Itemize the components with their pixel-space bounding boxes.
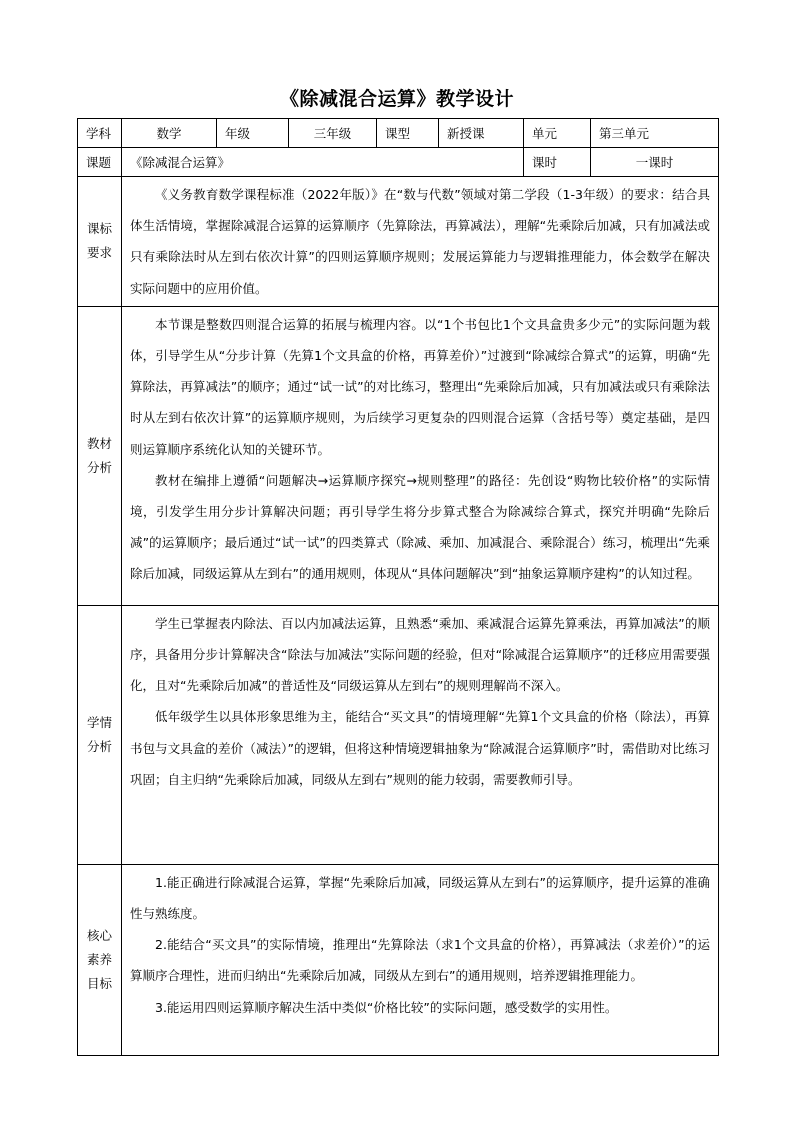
textbook-analysis-label: 教材 分析 — [78, 306, 122, 605]
unit-value: 第三单元 — [591, 119, 719, 148]
paragraph: 2.能结合“买文具”的实际情境，推理出“先算除法（求1个文具盒的价格），再算减法（求差价）”的运算顺序合理性，进而归纳出“先乘除后加减，同级从左到右”的通用规则，培养逻辑推理能力。 — [130, 937, 710, 984]
grade-label: 年级 — [217, 119, 289, 148]
curriculum-standard-row — [78, 177, 719, 307]
student-analysis-label: 学情 分析 — [78, 605, 122, 864]
paragraph: 3.能运用四则运算顺序解决生活中类似“价格比较”的实际问题，感受数学的实用性。 — [155, 999, 618, 1015]
curriculum-standard-label: 课标 要求 — [78, 177, 122, 307]
subject-label: 学科 — [78, 119, 122, 148]
topic-row — [78, 148, 719, 177]
textbook-analysis-row — [78, 306, 719, 605]
textbook-analysis-content — [122, 306, 719, 605]
paragraph: 低年级学生以具体形象思维为主，能结合“买文具”的情境理解“先算1个文具盒的价格（除法），再算书包与文具盒的差价（减法）”的逻辑，但将这种情境逻辑抽象为“除减混合运算顺序”时，需借助对比练习巩固；自主归纳“先乘除后加减，同级从左到右”规则的能力较弱，需要教师引导。 — [130, 709, 710, 787]
topic-label: 课题 — [78, 148, 122, 177]
paragraph: 教材在编排上遵循“问题解决→运算顺序探究→规则整理”的路径：先创设“购物比较价格”的实际情境，引发学生用分步计算解决问题；再引导学生将分步算式整合为除减综合算式，探究并明确“先除后减”的运算顺序；最后通过“试一试”的四类算式（除减、乘加、加减混合、乘除混合）练习，梳理出“先乘除后加减，同级运算从左到右”的通用规则，体现从“具体问题解决”到“抽象运算顺序建构”的认知过程。 — [130, 472, 710, 582]
lesson-plan-table — [77, 118, 719, 1056]
paragraph: 学生已掌握表内除法、百以内加减法运算，且熟悉“乘加、乘减混合运算先算乘法，再算加减法”的顺序，具备用分步计算解决含“除法与加减法”实际问题的经验，但对“除减混合运算顺序”的迁移应用需要强化，且对“先乘除后加减”的普适性及“同级运算从左到右”的规则理解尚不深入。 — [130, 615, 710, 694]
grade-value: 三年级 — [289, 119, 377, 148]
topic-value: 《除减混合运算》 — [122, 148, 524, 177]
header-row — [78, 119, 719, 148]
paragraph: 《义务教育数学课程标准（2022年版）》在“数与代数”领域对第二学段（1-3年级）的要求：结合具体生活情境，掌握除减混合运算的运算顺序（先算除法，再算减法），理解“先乘除后加减，只有加减法或只有乘除法时从左到右依次计算”的四则运算顺序规则；发展运算能力与逻辑推理能力，体会数学在解决实际问题中的应用价值。 — [130, 187, 710, 296]
core-literacy-goals-content — [122, 864, 719, 1055]
paragraph: 本节课是整数四则混合运算的拓展与梳理内容。以“1个书包比1个文具盒贵多少元”的实际问题为载体，引导学生从“分步计算（先算1个文具盒的价格，再算差价）”过渡到“除减综合算式”的运算，明确“先算除法，再算减法”的顺序；通过“试一试”的对比练习，整理出“先乘除后加减，只有加减法或只有乘除法时从左到右依次计算”的运算顺序规则，为后续学习更复杂的四则混合运算（含括号等）奠定基础，是四则运算顺序系统化认知的关键环节。 — [130, 316, 710, 457]
class-hours-label: 课时 — [524, 148, 591, 177]
core-literacy-goals-row — [78, 864, 719, 1055]
subject-value: 数学 — [122, 119, 217, 148]
lesson-type-label: 课型 — [377, 119, 439, 148]
core-literacy-goals-label: 核心 素养 目标 — [78, 864, 122, 1055]
page-title: 《除减混合运算》教学设计 — [279, 88, 514, 110]
unit-label: 单元 — [524, 119, 591, 148]
lesson-type-value: 新授课 — [439, 119, 524, 148]
paragraph: 1.能正确进行除减混合运算，掌握“先乘除后加减，同级运算从左到右”的运算顺序，提升运算的准确性与熟练度。 — [130, 874, 710, 922]
class-hours-value: 一课时 — [591, 148, 719, 177]
student-analysis-content — [122, 605, 719, 864]
curriculum-standard-content — [122, 177, 719, 307]
student-analysis-row — [78, 605, 719, 864]
